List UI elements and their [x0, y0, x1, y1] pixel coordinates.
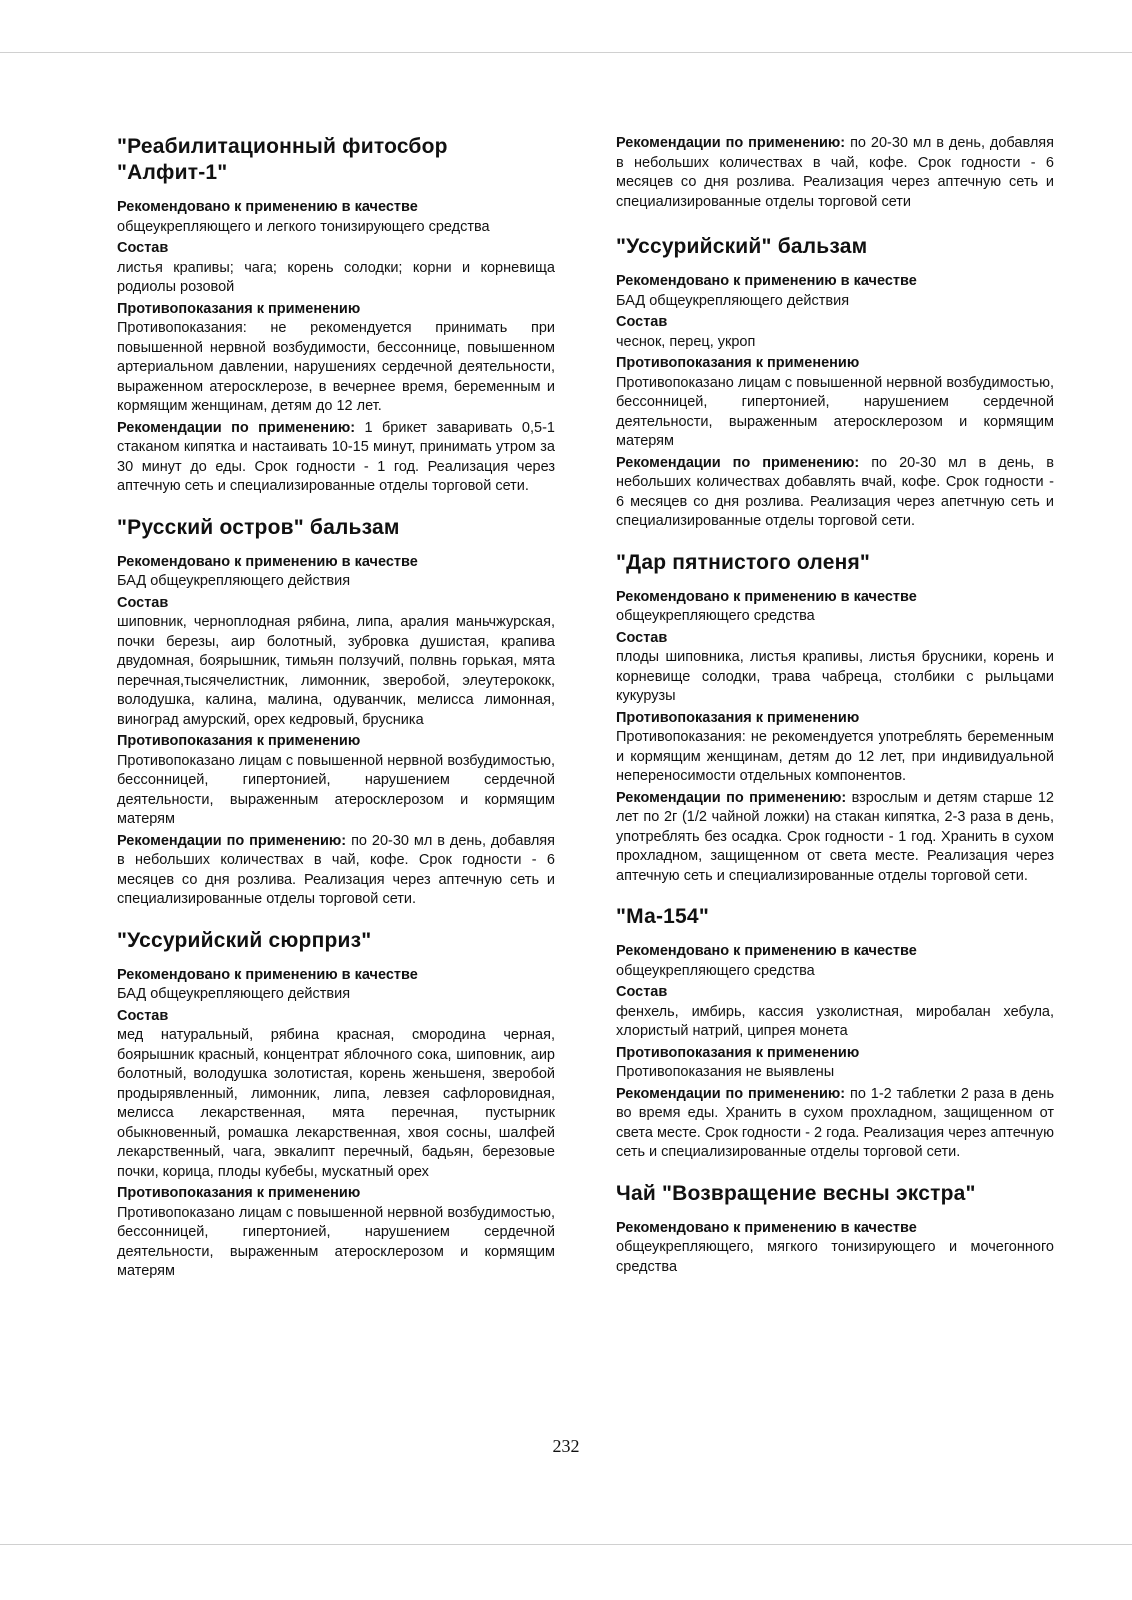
usage-paragraph — [616, 134, 1054, 212]
recommended-label: Рекомендовано к применению в качестве — [616, 1219, 917, 1236]
entry-ussuriyskiy-balzam — [616, 234, 1054, 532]
bottom-rule — [0, 1544, 1132, 1545]
recommended-text: общеукрепляющего средства — [616, 608, 815, 624]
composition-text: чеснок, перец, укроп — [616, 333, 756, 350]
contraindications-text: Противопоказано лицам с повышенной нервной возбудимостью, бессонницей, гипертонией, нарушением сердечной деятельности, выраженным атеросклерозом и кормящим матерям — [616, 374, 1054, 449]
entry-vozvrashchenie-vesny — [616, 1181, 1054, 1278]
contraindications-text: Противопоказано лицам с повышенной нервной возбудимостью, бессонницей, гипертонией, нарушением сердечной деятельности, выраженным атеросклерозом и кормящим матерям — [117, 752, 555, 827]
usage-label: Рекомендации по применению: — [117, 832, 347, 849]
recommended-label: Рекомендовано к применению в качестве — [117, 199, 418, 215]
entry-title: "Уссурийский" бальзам — [616, 235, 868, 258]
contraindications-label: Противопоказания к применению — [117, 300, 361, 317]
composition-text: шиповник, черноплодная рябина, липа, аралия маньчжурская, почки березы, аир болотный, зубровка душистая, крапива двудомная, боярышник, тимьян ползучий, полвнь горькая, мята перечная,тысячелистник, лимонник, зверобой, элеутерококк, володушка, калина, малина, одуванчик, мелисса лимонная, виноград амурский, орех кедровый, брусника — [117, 614, 555, 728]
recommended-text: общеукрепляющего и легкого тонизирующего средства — [117, 218, 490, 235]
entry-dar-pyatnistogo-olenya — [616, 550, 1054, 887]
entry-title: "Ма-154" — [616, 905, 709, 928]
composition-label: Состав — [616, 314, 668, 330]
usage-text: 1 брикет заваривать 0,5-1 стаканом кипятка и настаивать 10-15 минут, принимать утром за 30 минут до еды. Срок годности - 1 год. Реализация через аптечную сеть и специализированные отделы торговой сети. — [117, 419, 555, 494]
usage-paragraph — [616, 1085, 1054, 1163]
entry-continuation — [616, 134, 1054, 212]
contraindications-label: Противопоказания к применению — [117, 733, 361, 749]
composition-label: Состав — [616, 629, 668, 646]
recommended-text: БАД общеукрепляющего действия — [117, 573, 351, 589]
usage-text: по 1-2 таблетки 2 раза в день во время еды. Хранить в сухом прохладном, защищенном от света месте. Срок годности - 2 года. Реализация через аптечную сеть и специализированные отделы торговой сети. — [616, 1085, 1054, 1160]
contraindications-text: Противопоказания: не рекомендуется употреблять беременным и кормящим женщинам, детям до 12 лет, при индивидуальной непереносимости отдельных компонентов. — [616, 729, 1054, 784]
usage-label: Рекомендации по применению: — [117, 419, 356, 436]
recommended-label: Рекомендовано к применению в качестве — [616, 588, 917, 605]
usage-paragraph — [616, 789, 1054, 887]
recommended-text: БАД общеукрепляющего действия — [616, 292, 850, 309]
usage-paragraph — [117, 832, 555, 910]
entry-title: Чай "Возвращение весны экстра" — [616, 1181, 976, 1205]
composition-text: плоды шиповника, листья крапивы, листья брусники, корень и корневище солодки, трава чабреца, столбики с рыльцами кукурузы — [616, 649, 1054, 704]
recommended-label: Рекомендовано к применению в качестве — [616, 273, 917, 289]
left-column — [117, 134, 555, 1300]
usage-label: Рекомендации по применению: — [616, 1085, 846, 1102]
composition-text: фенхель, имбирь, кассия узколистная, миробалан хебула, хлористый натрий, ципрея монета — [616, 1003, 1054, 1039]
recommended-label: Рекомендовано к применению в качестве — [117, 966, 418, 983]
entry-title: "Уссурийский сюрприз" — [117, 928, 372, 952]
contraindications-text: Противопоказания не выявлены — [616, 1064, 835, 1080]
usage-text: по 20-30 мл в день, добавляя в небольших количествах в чай, кофе. Срок годности - 6 месяцев со дня розлива. Реализация через аптечную сеть и специализированные отделы торговой сети — [616, 135, 1054, 210]
entry-title: "Русский остров" бальзам — [117, 515, 400, 539]
contraindications-label: Противопоказания к применению — [616, 1044, 860, 1061]
recommended-label: Рекомендовано к применению в качестве — [616, 943, 917, 959]
usage-paragraph — [616, 454, 1054, 532]
entry-ussuriyskiy-syurpriz — [117, 928, 555, 1282]
contraindications-label: Противопоказания к применению — [616, 355, 860, 371]
usage-text: по 20-30 мл в день, в небольших количествах добавлять вчай, кофе. Срок годности - 6 месяцев со дня розлива. Реализация через апетчную сеть и специализированные отделы торговой сети. — [616, 454, 1054, 529]
usage-text: взрослым и детям старше 12 лет по 2г (1/2 чайной ложки) на стакан кипятка, 2-3 раза в день, употреблять без осадка. Срок годности - 1 год. Хранить в сухом прохладном, защищенном от света месте. Реализация через аптечную сеть и специализированные отделы торговой сети. — [616, 789, 1054, 884]
entry-alfit-1 — [117, 134, 555, 497]
composition-label: Состав — [117, 240, 169, 256]
usage-label: Рекомендации по применению: — [616, 135, 846, 151]
contraindications-text: Противопоказания: не рекомендуется принимать при повышенной нервной возбудимости, бессоннице, повышенном артериальном давлении, нарушениях сердечной деятельности, выраженном атеросклерозе, в вечернее время, беременным и кормящим женщинам, детям до 12 лет. — [117, 320, 555, 414]
recommended-text: общеукрепляющего средства — [616, 962, 815, 979]
composition-text: мед натуральный, рябина красная, смородина черная, боярышник красный, концентрат яблочного сока, шиповник, аир болотный, володушка золотистая, корень женьшеня, зверобой продырявленный, лимонник, липа, левзея сафлоровидная, мелисса лекарственная, мята перечная, пустырник обыкновенный, ромашка лекарственная, хвоя сосны, шалфей лекарственный, чага, эвкалипт перечный, бадьян, березовые почки, корица, плоды кубебы, мускатный орех — [117, 1027, 555, 1180]
usage-paragraph — [117, 419, 555, 497]
recommended-text: общеукрепляющего, мягкого тонизирующего и мочегонного средства — [616, 1239, 1054, 1275]
recommended-label: Рекомендовано к применению в качестве — [117, 553, 418, 570]
right-column — [616, 134, 1054, 1295]
recommended-text: БАД общеукрепляющего действия — [117, 986, 351, 1002]
composition-label: Состав — [117, 594, 169, 611]
contraindications-label: Противопоказания к применению — [616, 709, 860, 726]
usage-label: Рекомендации по применению: — [616, 454, 860, 471]
usage-label: Рекомендации по применению: — [616, 789, 847, 806]
composition-label: Состав — [616, 984, 668, 1000]
top-rule — [0, 52, 1132, 53]
composition-label: Состав — [117, 1007, 169, 1024]
page-number: 232 — [552, 1436, 580, 1456]
composition-text: листья крапивы; чага; корень солодки; корни и корневища родиолы розовой — [117, 259, 555, 295]
entry-title: "Реабилитационный фитосбор "Алфит-1" — [117, 135, 448, 184]
entry-title: "Дар пятнистого оленя" — [616, 550, 871, 574]
contraindications-label: Противопоказания к применению — [117, 1185, 361, 1201]
contraindications-text: Противопоказано лицам с повышенной нервной возбудимостью, бессонницей, гипертонией, нарушением сердечной деятельности, выраженным атеросклерозом и кормящим матерям — [117, 1204, 555, 1279]
usage-text: по 20-30 мл в день, добавляя в небольших количествах в чай, кофе. Срок годности - 6 месяцев со дня розлива. Реализация через аптечную сеть и специализированные отделы торговой сети. — [117, 832, 555, 907]
entry-ma-154 — [616, 904, 1054, 1163]
entry-russkiy-ostrov — [117, 515, 555, 910]
